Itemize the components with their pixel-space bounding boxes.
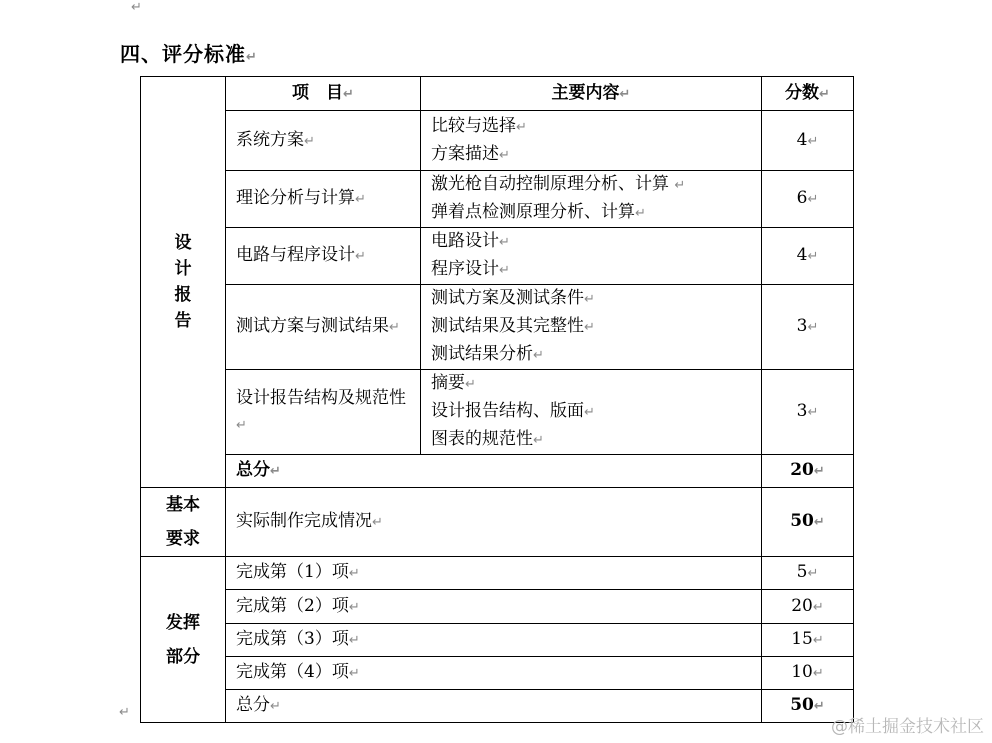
- table-header-row: [141, 77, 854, 111]
- table-row: [141, 657, 854, 690]
- item-cell: 电路与程序设计↵: [226, 228, 421, 285]
- score-cell: 4↵: [762, 228, 854, 285]
- score-cell: 4↵: [762, 111, 854, 171]
- extension-label: 发挥部分: [166, 612, 200, 667]
- scoring-table: [140, 76, 854, 723]
- paragraph-mark: ↵: [119, 705, 130, 720]
- design-report-total-row: [141, 455, 854, 488]
- table-row: [141, 557, 854, 590]
- header-item-cell: 项 目↵: [226, 77, 421, 111]
- header-content-cell: 主要内容↵: [421, 77, 762, 111]
- design-report-section-cell: [141, 77, 226, 488]
- paragraph-mark: ↵: [131, 0, 142, 15]
- content-cell: 激光枪自动控制原理分析、计算 ↵ 弹着点检测原理分析、计算↵: [421, 171, 762, 228]
- score-cell: 5↵: [762, 557, 854, 590]
- watermark: @稀土掘金技术社区: [831, 717, 984, 737]
- total-label-cell: 总分↵: [226, 455, 762, 488]
- basic-requirement-section-cell: [141, 488, 226, 557]
- table-row: [141, 285, 854, 370]
- item-cell: 完成第（3）项↵: [226, 624, 762, 657]
- content-cell: 摘要↵ 设计报告结构、版面↵ 图表的规范性↵: [421, 370, 762, 455]
- score-cell: 3↵: [762, 285, 854, 370]
- item-cell: 完成第（4）项↵: [226, 657, 762, 690]
- table-row: [141, 370, 854, 455]
- section-heading: 四、评分标准↵: [120, 42, 258, 66]
- total-score-cell: 20↵: [762, 455, 854, 488]
- basic-requirement-label: 基本要求: [166, 495, 200, 549]
- content-cell: 测试方案及测试条件↵ 测试结果及其完整性↵ 测试结果分析↵: [421, 285, 762, 370]
- extension-total-row: [141, 690, 854, 723]
- table-row: [141, 624, 854, 657]
- table-row: [141, 171, 854, 228]
- score-cell: 10↵: [762, 657, 854, 690]
- design-report-label: 设计报告: [174, 233, 192, 331]
- score-cell: 20↵: [762, 590, 854, 624]
- score-cell: 6↵: [762, 171, 854, 228]
- item-cell: 完成第（2）项↵: [226, 590, 762, 624]
- header-score-cell: 分数↵: [762, 77, 854, 111]
- item-cell: 设计报告结构及规范性↵: [226, 370, 421, 455]
- item-cell: 系统方案↵: [226, 111, 421, 171]
- item-cell: 测试方案与测试结果↵: [226, 285, 421, 370]
- table-row: [141, 590, 854, 624]
- item-cell: 实际制作完成情况↵: [226, 488, 762, 557]
- item-cell: 理论分析与计算↵: [226, 171, 421, 228]
- table-row: [141, 228, 854, 285]
- basic-requirement-row: [141, 488, 854, 557]
- score-cell: 3↵: [762, 370, 854, 455]
- score-cell: 50↵: [762, 488, 854, 557]
- total-label-cell: 总分↵: [226, 690, 762, 723]
- table-row: [141, 111, 854, 171]
- extension-section-cell: [141, 557, 226, 723]
- item-cell: 完成第（1）项↵: [226, 557, 762, 590]
- total-score-cell: 50↵: [762, 690, 854, 723]
- score-cell: 15↵: [762, 624, 854, 657]
- content-cell: 比较与选择↵ 方案描述↵: [421, 111, 762, 171]
- content-cell: 电路设计↵ 程序设计↵: [421, 228, 762, 285]
